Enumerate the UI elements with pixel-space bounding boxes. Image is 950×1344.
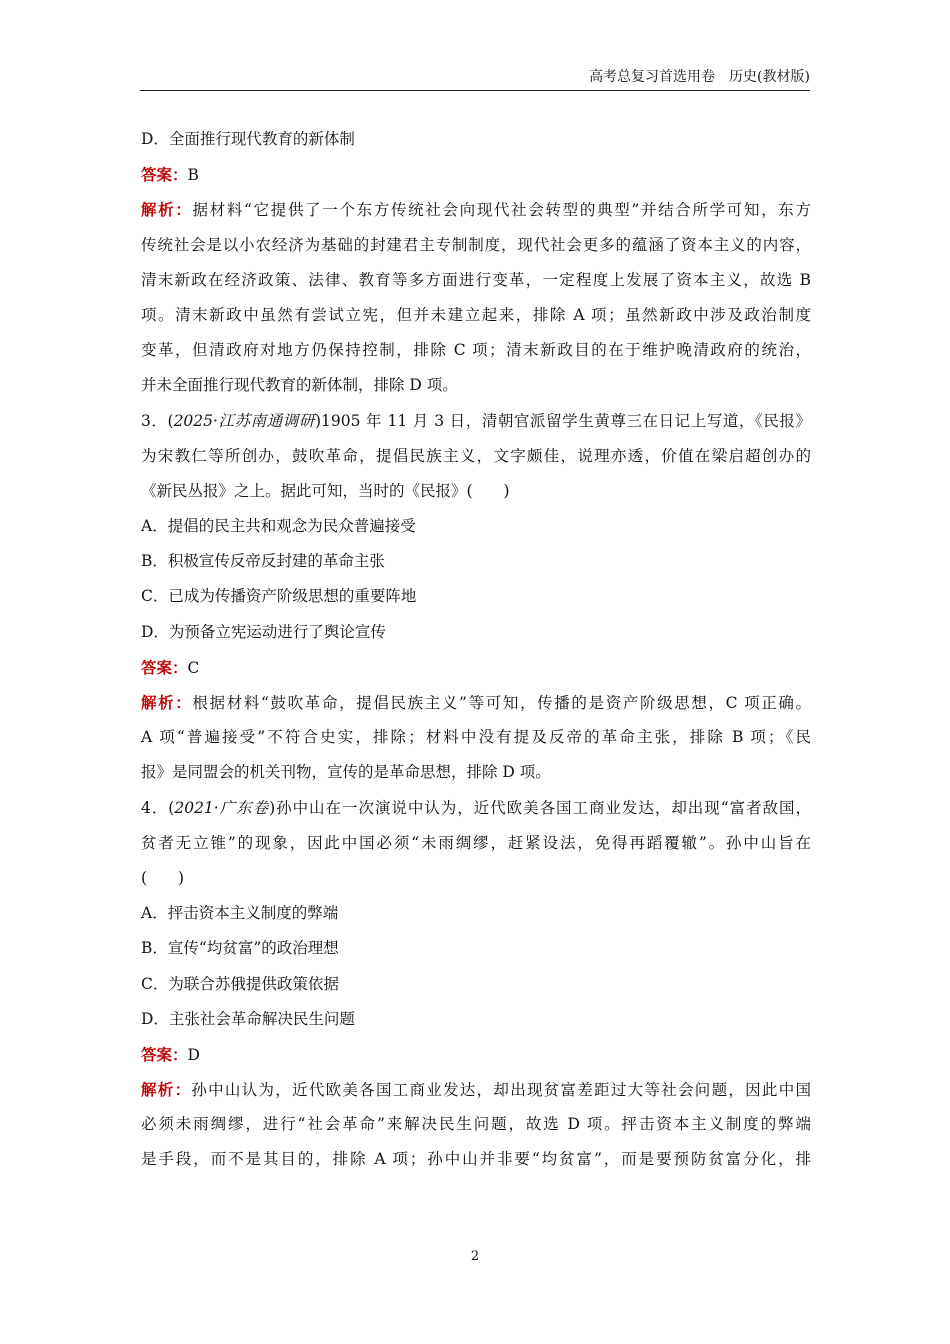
q3-analysis-line: 报》是同盟会的机关刊物，宣传的是革命思想，排除 D 项。 [141, 763, 551, 782]
q4-option-d: D．主张社会革命解决民生问题 [141, 1009, 355, 1028]
q4-option-a: A．抨击资本主义制度的弊端 [141, 904, 339, 923]
q2-answer [141, 157, 811, 192]
q4-analysis-line: 是手段，而不是其目的，排除 A 项；孙中山并非要“均贫富”，而是要预防贫富分化，排 [141, 1150, 811, 1169]
answer-value: D [187, 1045, 200, 1064]
header-title: 高考总复习首选用卷 历史(教材版) [589, 69, 810, 85]
q2-analysis-line: 变革，但清政府对地方仍保持控制，排除 C 项；清末新政目的在于维护晚清政府的统治， [141, 341, 811, 360]
answer-label: 答案： [141, 1044, 188, 1064]
question-number: 3．( [141, 411, 174, 430]
q3-stem-line: 《新民丛报》之上。据此可知，当时的《民报》( ) [141, 481, 510, 500]
question-number: 4．( [141, 798, 175, 817]
analysis-label: 解析： [141, 693, 193, 712]
q2-analysis-line: 项。清末新政中虽然有尝试立宪，但并未建立起来，排除 A 项；虽然新政中涉及政治制度 [141, 305, 811, 324]
q3-analysis-line: A 项“普遍接受”不符合史实，排除；材料中没有提及反帝的革命主张，排除 B 项；《民 [141, 728, 811, 747]
question-source: 2021·广东卷 [174, 798, 270, 817]
q3-option-d: D．为预备立宪运动进行了舆论宣传 [141, 622, 386, 641]
q3-stem-line: 3．(2025·江苏南通调研)1905 年 11 月 3 日，清朝官派留学生黄尊三在日记上写道，《民报》 [141, 411, 811, 430]
answer-label: 答案： [141, 165, 188, 185]
question-source: 2025·江苏南通调研 [173, 411, 315, 430]
q4-analysis-line: 必须未雨绸缪，进行“社会革命”来解决民生问题，故选 D 项。抨击资本主义制度的弊端 [141, 1115, 811, 1134]
q2-option-d: D．全面推行现代教育的新体制 [141, 130, 355, 148]
analysis-label: 解析： [141, 200, 193, 220]
q4-stem-line: 贫者无立锥”的现象，因此中国必须“未雨绸缪，赶紧设法，免得再蹈覆辙”。孙中山旨在 [141, 833, 811, 852]
q3-option-b: B．积极宣传反帝反封建的革命主张 [141, 552, 385, 571]
q4-option-c: C．为联合苏俄提供政策依据 [141, 974, 339, 993]
page-number: 2 [470, 1249, 480, 1264]
q2-analysis-line: 清末新政在经济政策、法律、教育等多方面进行变革，一定程度上发展了资本主义，故选 B [141, 270, 811, 289]
q2-analysis-line: 并未全面推行现代教育的新体制，排除 D 项。 [141, 376, 458, 395]
q3-answer [141, 650, 811, 685]
q3-stem-line: 为宋教仁等所创办，鼓吹革命，提倡民族主义，文字颇佳，说理亦透，价值在梁启超创办的 [141, 446, 811, 465]
q3-option-a: A．提倡的民主共和观念为民众普遍接受 [141, 517, 416, 536]
answer-label: 答案： [141, 657, 188, 677]
q4-stem-line: ( ) [141, 868, 185, 887]
q4-option-b: B．宣传“均贫富”的政治理想 [141, 939, 339, 958]
q4-stem-line: 4．(2021·广东卷)孙中山在一次演说中认为，近代欧美各国工商业发达，却出现“富者敌国， [141, 798, 811, 817]
answer-value: B [187, 166, 199, 185]
q3-analysis-line: 解析：根据材料“鼓吹革命，提倡民族主义”等可知，传播的是资产阶级思想，C 项正确。 [141, 693, 811, 712]
page-header [140, 68, 810, 91]
analysis-label: 解析： [141, 1080, 192, 1100]
q2-analysis-line: 传统社会是以小农经济为基础的封建君主专制制度，现代社会更多的蕴涵了资本主义的内容， [141, 235, 811, 254]
q4-answer [141, 1037, 811, 1072]
q4-analysis-line: 解析：孙中山认为，近代欧美各国工商业发达，却出现贫富差距过大等社会问题，因此中国 [141, 1080, 811, 1100]
q3-option-c: C．已成为传播资产阶级思想的重要阵地 [141, 587, 417, 606]
answer-value: C [187, 658, 200, 677]
q2-analysis-line: 解析：据材料“它提供了一个东方传统社会向现代社会转型的典型”并结合所学可知，东方 [141, 200, 811, 220]
page-content [141, 122, 811, 1178]
